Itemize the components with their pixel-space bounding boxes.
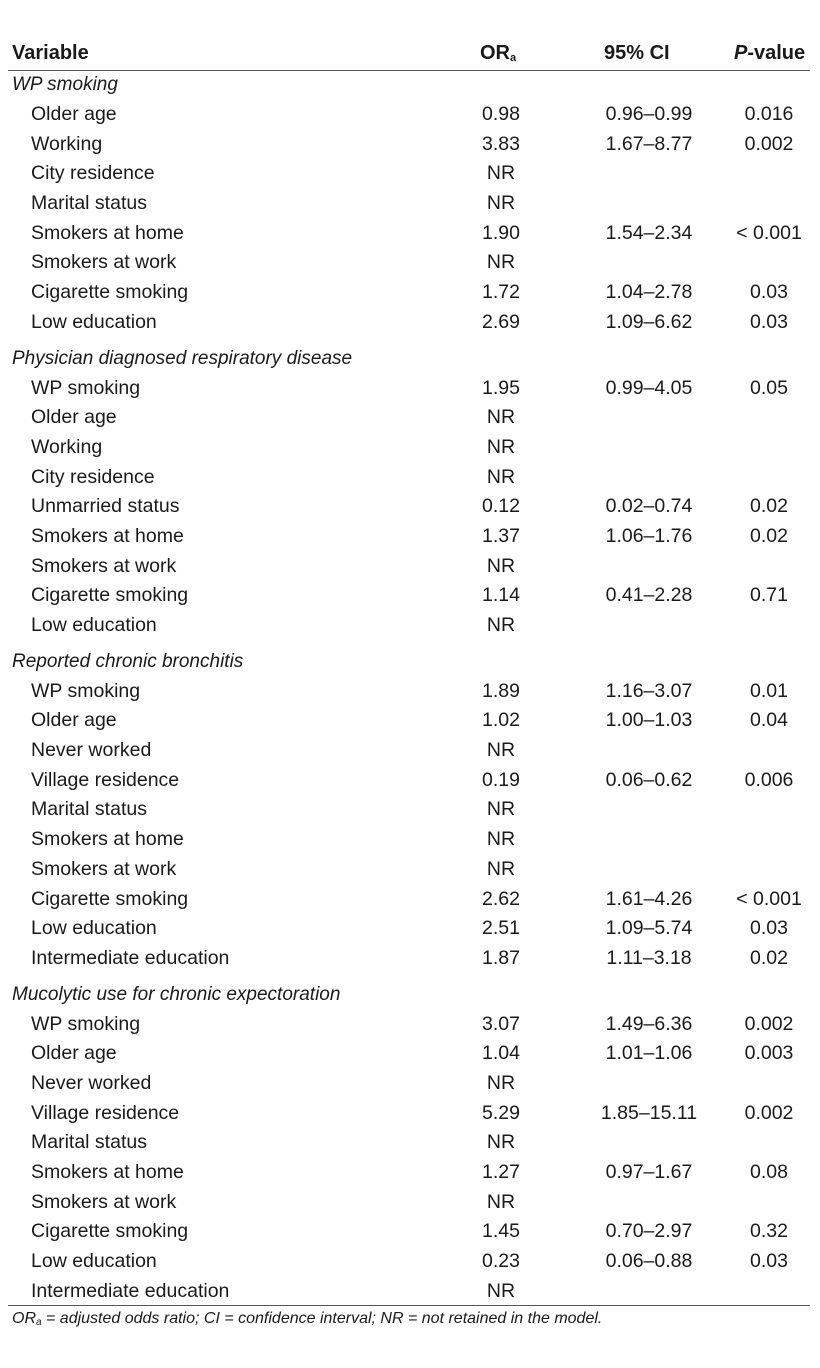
cell-or: NR <box>486 798 516 821</box>
cell-or: NR <box>486 1279 516 1302</box>
cell-p-value: 0.05 <box>750 376 788 399</box>
cell-p-value: 0.32 <box>750 1220 788 1243</box>
header-or: ORa <box>480 42 517 64</box>
cell-p-value: 0.02 <box>750 946 788 969</box>
table-row <box>8 402 810 432</box>
section-title: Mucolytic use for chronic expectoration <box>12 983 341 1005</box>
cell-variable: Low education <box>31 917 157 940</box>
cell-or: 1.90 <box>482 221 520 244</box>
table-row <box>8 884 810 914</box>
table-row <box>8 824 810 854</box>
section-title: Reported chronic bronchitis <box>12 650 244 672</box>
cell-p-value: 0.03 <box>750 1250 788 1273</box>
cell-or: 1.14 <box>482 584 520 607</box>
cell-or: NR <box>486 1131 516 1154</box>
cell-or: NR <box>486 435 516 458</box>
header-p-value: P-value <box>734 42 806 64</box>
cell-variable: Marital status <box>31 192 147 215</box>
cell-ci: 0.96–0.99 <box>605 103 693 125</box>
cell-variable: Village residence <box>31 1101 180 1124</box>
table-row <box>8 913 810 943</box>
section-gap <box>8 640 810 648</box>
cell-p-value: 0.03 <box>750 310 788 333</box>
table-row <box>8 1216 810 1246</box>
cell-ci: 0.70–2.97 <box>605 1220 693 1243</box>
table-row <box>8 129 810 159</box>
cell-ci: 1.00–1.03 <box>605 709 693 732</box>
table-row <box>8 462 810 492</box>
cell-or: 0.23 <box>482 1250 520 1273</box>
cell-p-value: 0.002 <box>744 1012 794 1035</box>
cell-variable: Cigarette smoking <box>31 281 189 304</box>
cell-or: 2.51 <box>482 917 520 940</box>
cell-p-value: 0.04 <box>750 709 788 732</box>
cell-ci: 0.06–0.88 <box>605 1250 693 1273</box>
cell-or: NR <box>486 1071 516 1094</box>
cell-variable: Older age <box>31 709 117 732</box>
table-row <box>8 676 810 706</box>
cell-variable: Low education <box>31 310 157 333</box>
cell-p-value: 0.006 <box>744 768 794 791</box>
cell-or: 0.19 <box>482 768 520 791</box>
cell-p-value: 0.016 <box>744 103 794 125</box>
cell-or: 1.95 <box>482 376 520 399</box>
cell-or: NR <box>486 192 516 215</box>
table-row <box>8 521 810 551</box>
cell-or: 1.02 <box>482 709 520 732</box>
cell-variable: Marital status <box>31 798 147 821</box>
cell-p-value: 0.08 <box>750 1161 788 1183</box>
cell-variable: Village residence <box>31 768 180 791</box>
cell-or: 1.72 <box>482 281 520 304</box>
cell-variable: Unmarried status <box>31 495 180 518</box>
table-row <box>8 1009 810 1039</box>
cell-ci: 1.67–8.77 <box>605 132 693 155</box>
cell-or: NR <box>486 406 516 429</box>
cell-p-value: < 0.001 <box>736 221 802 244</box>
cell-or: 2.62 <box>482 887 520 910</box>
cell-variable: City residence <box>31 162 155 185</box>
table-row <box>8 1038 810 1068</box>
cell-or: NR <box>486 465 516 488</box>
cell-ci: 0.41–2.28 <box>605 584 693 607</box>
cell-p-value: < 0.001 <box>736 887 802 910</box>
cell-or: NR <box>486 251 516 274</box>
cell-variable: Older age <box>31 103 117 125</box>
cell-ci: 0.97–1.67 <box>605 1161 693 1183</box>
table-row <box>8 247 810 277</box>
table-row <box>8 432 810 462</box>
table-row <box>8 373 810 403</box>
cell-variable: Cigarette smoking <box>31 887 189 910</box>
cell-variable: Low education <box>31 614 157 636</box>
cell-or: 3.07 <box>482 1012 520 1035</box>
cell-or: 1.37 <box>482 524 520 547</box>
cell-ci: 1.04–2.78 <box>605 281 693 304</box>
cell-or: 0.98 <box>482 103 520 125</box>
cell-ci: 0.06–0.62 <box>605 768 693 791</box>
cell-variable: Smokers at home <box>31 1161 184 1183</box>
table-row <box>8 188 810 218</box>
cell-ci: 0.99–4.05 <box>605 376 693 399</box>
cell-or: 5.29 <box>482 1101 520 1124</box>
table-body <box>8 71 810 1305</box>
cell-p-value: 0.03 <box>750 281 788 304</box>
cell-variable: City residence <box>31 465 155 488</box>
cell-or: 0.12 <box>482 495 520 518</box>
table-header <box>8 40 810 71</box>
cell-variable: Never worked <box>31 739 152 762</box>
cell-ci: 1.11–3.18 <box>606 946 692 969</box>
table-row <box>8 307 810 337</box>
cell-ci: 1.06–1.76 <box>605 524 693 547</box>
table-row <box>8 551 810 581</box>
cell-ci: 1.54–2.34 <box>605 221 693 244</box>
cell-or: NR <box>486 828 516 851</box>
cell-variable: Intermediate education <box>31 1279 230 1302</box>
cell-p-value: 0.02 <box>750 495 788 518</box>
table-row <box>8 1187 810 1217</box>
cell-ci: 1.61–4.26 <box>605 887 693 910</box>
cell-variable: Smokers at home <box>31 221 184 244</box>
cell-or: 2.69 <box>482 310 520 333</box>
cell-p-value: 0.01 <box>750 679 788 702</box>
cell-variable: Intermediate education <box>31 946 230 969</box>
table-row <box>8 854 810 884</box>
cell-variable: Smokers at work <box>31 857 177 880</box>
table-row <box>8 705 810 735</box>
cell-variable: Working <box>31 132 103 155</box>
table-row <box>8 1127 810 1157</box>
cell-variable: Smokers at work <box>31 554 177 577</box>
table-row <box>8 943 810 973</box>
cell-ci: 0.02–0.74 <box>605 495 693 518</box>
table-row <box>8 277 810 307</box>
cell-variable: Smokers at work <box>31 1190 177 1213</box>
header-variable: Variable <box>12 42 89 64</box>
table-row <box>8 99 810 129</box>
table-row <box>8 765 810 795</box>
cell-or: NR <box>486 857 516 880</box>
table-row <box>8 794 810 824</box>
cell-or: 1.04 <box>482 1042 520 1065</box>
table-row <box>8 158 810 188</box>
cell-ci: 1.16–3.07 <box>605 679 693 702</box>
table-row <box>8 1246 810 1276</box>
cell-variable: Working <box>31 435 103 458</box>
cell-variable: Older age <box>31 1042 117 1065</box>
cell-variable: Smokers at home <box>31 524 184 547</box>
table-row <box>8 1276 810 1306</box>
section-title: WP smoking <box>12 74 118 95</box>
cell-ci: 1.49–6.36 <box>605 1012 693 1035</box>
cell-ci: 1.85–15.11 <box>600 1101 698 1124</box>
cell-or: NR <box>486 614 516 636</box>
cell-or: NR <box>486 1190 516 1213</box>
cell-or: NR <box>486 554 516 577</box>
cell-variable: Never worked <box>31 1071 152 1094</box>
cell-variable: Older age <box>31 406 117 429</box>
table-row <box>8 1098 810 1128</box>
cell-ci: 1.09–6.62 <box>605 310 693 333</box>
table-row <box>8 580 810 610</box>
cell-variable: WP smoking <box>31 1012 141 1035</box>
cell-ci: 1.09–5.74 <box>605 917 693 940</box>
cell-variable: Marital status <box>31 1131 147 1154</box>
cell-or: NR <box>486 162 516 185</box>
cell-p-value: 0.02 <box>750 524 788 547</box>
cell-or: 1.45 <box>482 1220 520 1243</box>
section-gap <box>8 337 810 345</box>
cell-p-value: 0.003 <box>744 1042 794 1065</box>
section-title: Physician diagnosed respiratory disease <box>12 347 353 369</box>
cell-variable: Cigarette smoking <box>31 1220 189 1243</box>
cell-variable: WP smoking <box>31 679 141 702</box>
cell-variable: Smokers at work <box>31 251 177 274</box>
cell-p-value: 0.71 <box>750 584 788 607</box>
cell-variable: Smokers at home <box>31 828 184 851</box>
cell-ci: 1.01–1.06 <box>605 1042 693 1065</box>
cell-p-value: 0.002 <box>744 1101 794 1124</box>
cell-variable: WP smoking <box>31 376 141 399</box>
results-table <box>8 40 810 1328</box>
table-row <box>8 1157 810 1187</box>
cell-variable: Cigarette smoking <box>31 584 189 607</box>
cell-or: NR <box>486 739 516 762</box>
table-row <box>8 1068 810 1098</box>
cell-or: 3.83 <box>482 132 520 155</box>
section-gap <box>8 973 810 981</box>
cell-or: 1.89 <box>482 679 520 702</box>
table-row <box>8 491 810 521</box>
cell-or: 1.87 <box>482 946 520 969</box>
cell-p-value: 0.002 <box>744 132 794 155</box>
cell-p-value: 0.03 <box>750 917 788 940</box>
cell-or: 1.27 <box>482 1161 520 1183</box>
table-footnote: $OR_a$ = adjusted odds ratio; CI = confidence interval; NR = not retained in the model. <box>12 1310 603 1329</box>
table-row <box>8 735 810 765</box>
cell-variable: Low education <box>31 1250 157 1273</box>
table-row <box>8 218 810 248</box>
table-row <box>8 610 810 640</box>
header-ci: 95% CI <box>604 42 670 64</box>
